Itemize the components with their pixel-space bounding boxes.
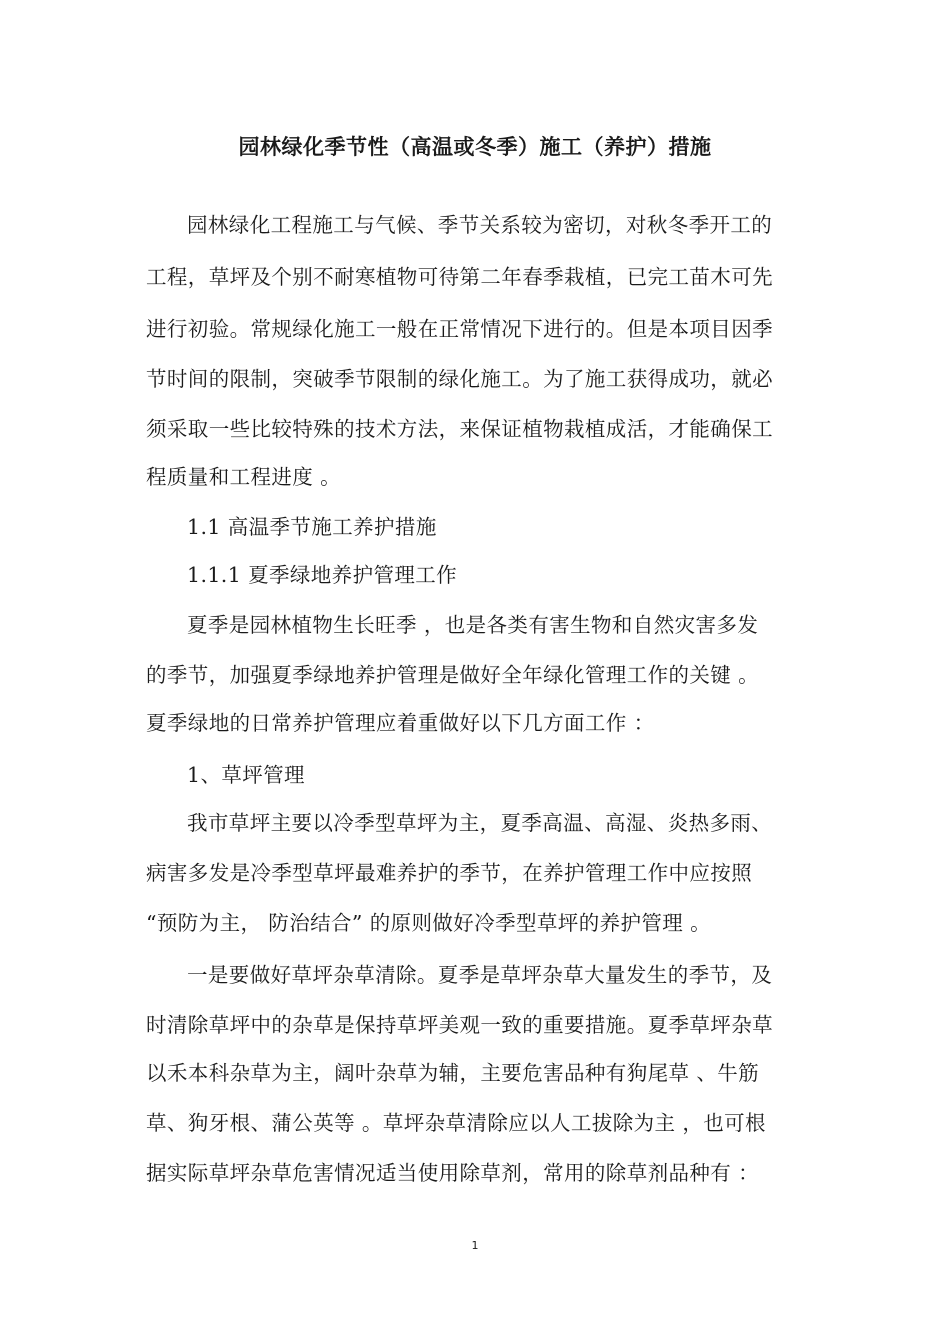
paragraph-line: 时清除草坪中的杂草是保持草坪美观一致的重要措施。夏季草坪杂草 <box>146 1013 773 1037</box>
document-title: 园林绿化季节性（高温或冬季）施工（养护）措施 <box>238 135 712 159</box>
paragraph-line: 夏季是园林植物生长旺季 ，也是各类有害生物和自然灾害多发 <box>187 613 759 637</box>
paragraph-line: 节时间的限制，突破季节限制的绿化施工。为了施工获得成功，就必 <box>146 367 773 391</box>
paragraph-line: 工程，草坪及个别不耐寒植物可待第二年春季栽植，已完工苗木可先 <box>146 265 773 289</box>
paragraph-line: 园林绿化工程施工与气候、季节关系较为密切，对秋冬季开工的 <box>187 213 773 237</box>
paragraph-line: 的季节，加强夏季绿地养护管理是做好全年绿化管理工作的关键 。 <box>146 663 760 687</box>
item-heading: 1、草坪管理 <box>187 763 305 787</box>
paragraph-line: 我市草坪主要以冷季型草坪为主，夏季高温、高湿、炎热多雨、 <box>187 811 773 835</box>
section-heading: 1.1 高温季节施工养护措施 <box>187 515 437 539</box>
subsection-heading: 1.1.1 夏季绿地养护管理工作 <box>187 563 458 587</box>
paragraph-line: 据实际草坪杂草危害情况适当使用除草剂，常用的除草剂品种有 ： <box>146 1161 760 1185</box>
paragraph-line: 须采取一些比较特殊的技术方法，来保证植物栽植成活，才能确保工 <box>146 417 773 441</box>
paragraph-line: 程质量和工程进度 。 <box>146 465 342 489</box>
paragraph-line: “预防为主， 防治结合” 的原则做好冷季型草坪的养护管理 。 <box>146 911 712 935</box>
paragraph-line: 进行初验。常规绿化施工一般在正常情况下进行的。但是本项目因季 <box>146 317 773 341</box>
page-number: 1 <box>471 1239 479 1252</box>
paragraph-line: 草、狗牙根、蒲公英等 。草坪杂草清除应以人工拔除为主 ，也可根 <box>146 1111 766 1135</box>
paragraph-line: 病害多发是冷季型草坪最难养护的季节，在养护管理工作中应按照 <box>146 861 753 885</box>
paragraph-line: 一是要做好草坪杂草清除。夏季是草坪杂草大量发生的季节，及 <box>187 963 773 987</box>
paragraph-line: 以禾本科杂草为主，阔叶杂草为辅，主要危害品种有狗尾草 、牛筋 <box>146 1061 760 1085</box>
paragraph-line: 夏季绿地的日常养护管理应着重做好以下几方面工作 ： <box>146 711 655 735</box>
